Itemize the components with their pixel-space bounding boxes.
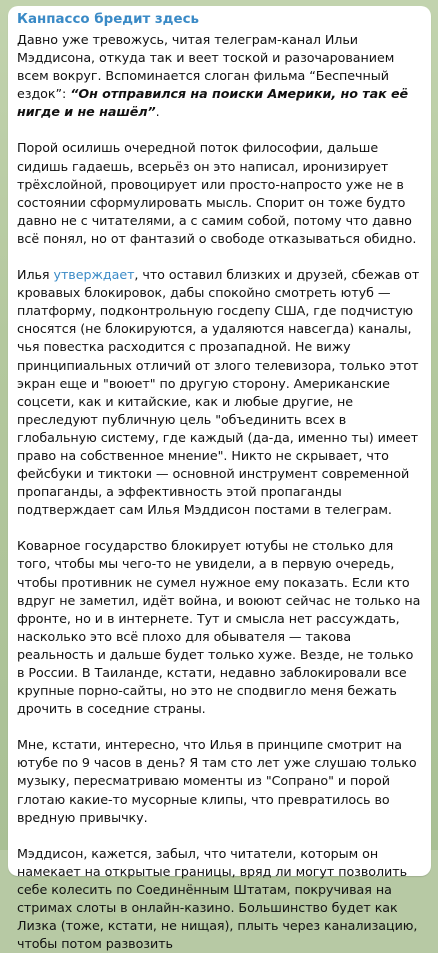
post-text: , что оставил близких и друзей, сбежав от кровавых блокировок, дабы спокойно смотреть ютуб — платформу, подконтрольную госдепу США, где подчистую сносятся (не блокируются, а удаляются навсегда) каналы, чья повестка расходится с прозападной. Не вижу принципиальных отличий от злого телевизора, только этот экран еще и "воюет" по другую сторону. Американские соцсети, как и китайские, как и любые другие, не преследуют публичную цель "объединить всех в глобальную систему, где каждый (да-да, именно ты) имеет право на собственное мнение". Никто не скрывает, что фейсбуки и тиктоки — основной инструмент современной пропаганды, а эффективность этой пропаганды подтверждает сам Илья Мэддисон постами в телеграм. (17, 267, 420, 518)
post-text: Илья (17, 267, 54, 283)
post-paragraph-6: Мэддисон, кажется, забыл, что читатели, которым он намекает на открытые границы, вряд ли могут позволить себе колесить по Соединённым Штатам, покручивая на стримах слоты в онлайн-казино. Большинство будет как Лизка (тоже, кстати, не нищая), плыть через канализацию, чтобы потом развозить (17, 845, 418, 952)
movie-slogan-quote: “Он отправился на поиски Америки, но так её нигде и не нашёл” (17, 86, 409, 120)
message-bubble (8, 6, 431, 952)
post-paragraph-2: Порой осилишь очередной поток философии, дальше сидишь гадаешь, всерьёз он это написал, иронизирует трёхслойной, провоцирует или просто-напросто уже не в состоянии сформулировать мысль. Спорит он тоже будто давно не с читателями, а с самим собой, потому что давно всё понял, но от фантазий о свободе отказываться обидно. (17, 140, 417, 246)
post-text: Давно уже тревожусь, читая телеграм-канал Ильи Мэддисона, откуда так и веет тоской и разочарованием всем вокруг. Вспоминается слоган фильма “Беспечный ездок”: (17, 32, 395, 102)
post-paragraph-5: Мне, кстати, интересно, что Илья в принципе смотрит на ютубе по 9 часов в день? Я там сто лет уже слушаю только музыку, пересматриваю моменты из "Сопрано" и порой глотаю какие-то мусорные клипы, что превратилось во вредную привычку. (17, 737, 417, 825)
channel-name[interactable]: Канпассо бредит здесь (17, 12, 199, 27)
post-paragraph-1 (17, 31, 423, 121)
post-text: . (155, 104, 160, 120)
claims-link[interactable]: утверждает (53, 267, 135, 283)
post-paragraph-3 (17, 266, 423, 519)
post-paragraph-4: Коварное государство блокирует ютубы не столько для того, чтобы мы чего-то не увидели, а в первую очередь, чтобы противник не сумел нужное ему показать. Если кто вдруг не заметил, идёт война, и воюют сейчас не только на фронте, но и в интернете. Тут и смысла нет рассуждать, насколько это всё плохо для обывателя — такова реальность и дальше будет только хуже. Везде, не только в России. В Таиланде, кстати, недавно заблокировали все крупные порно-сайты, но это не сподвигло меня бежать дрочить в соседние страны. (17, 538, 421, 717)
